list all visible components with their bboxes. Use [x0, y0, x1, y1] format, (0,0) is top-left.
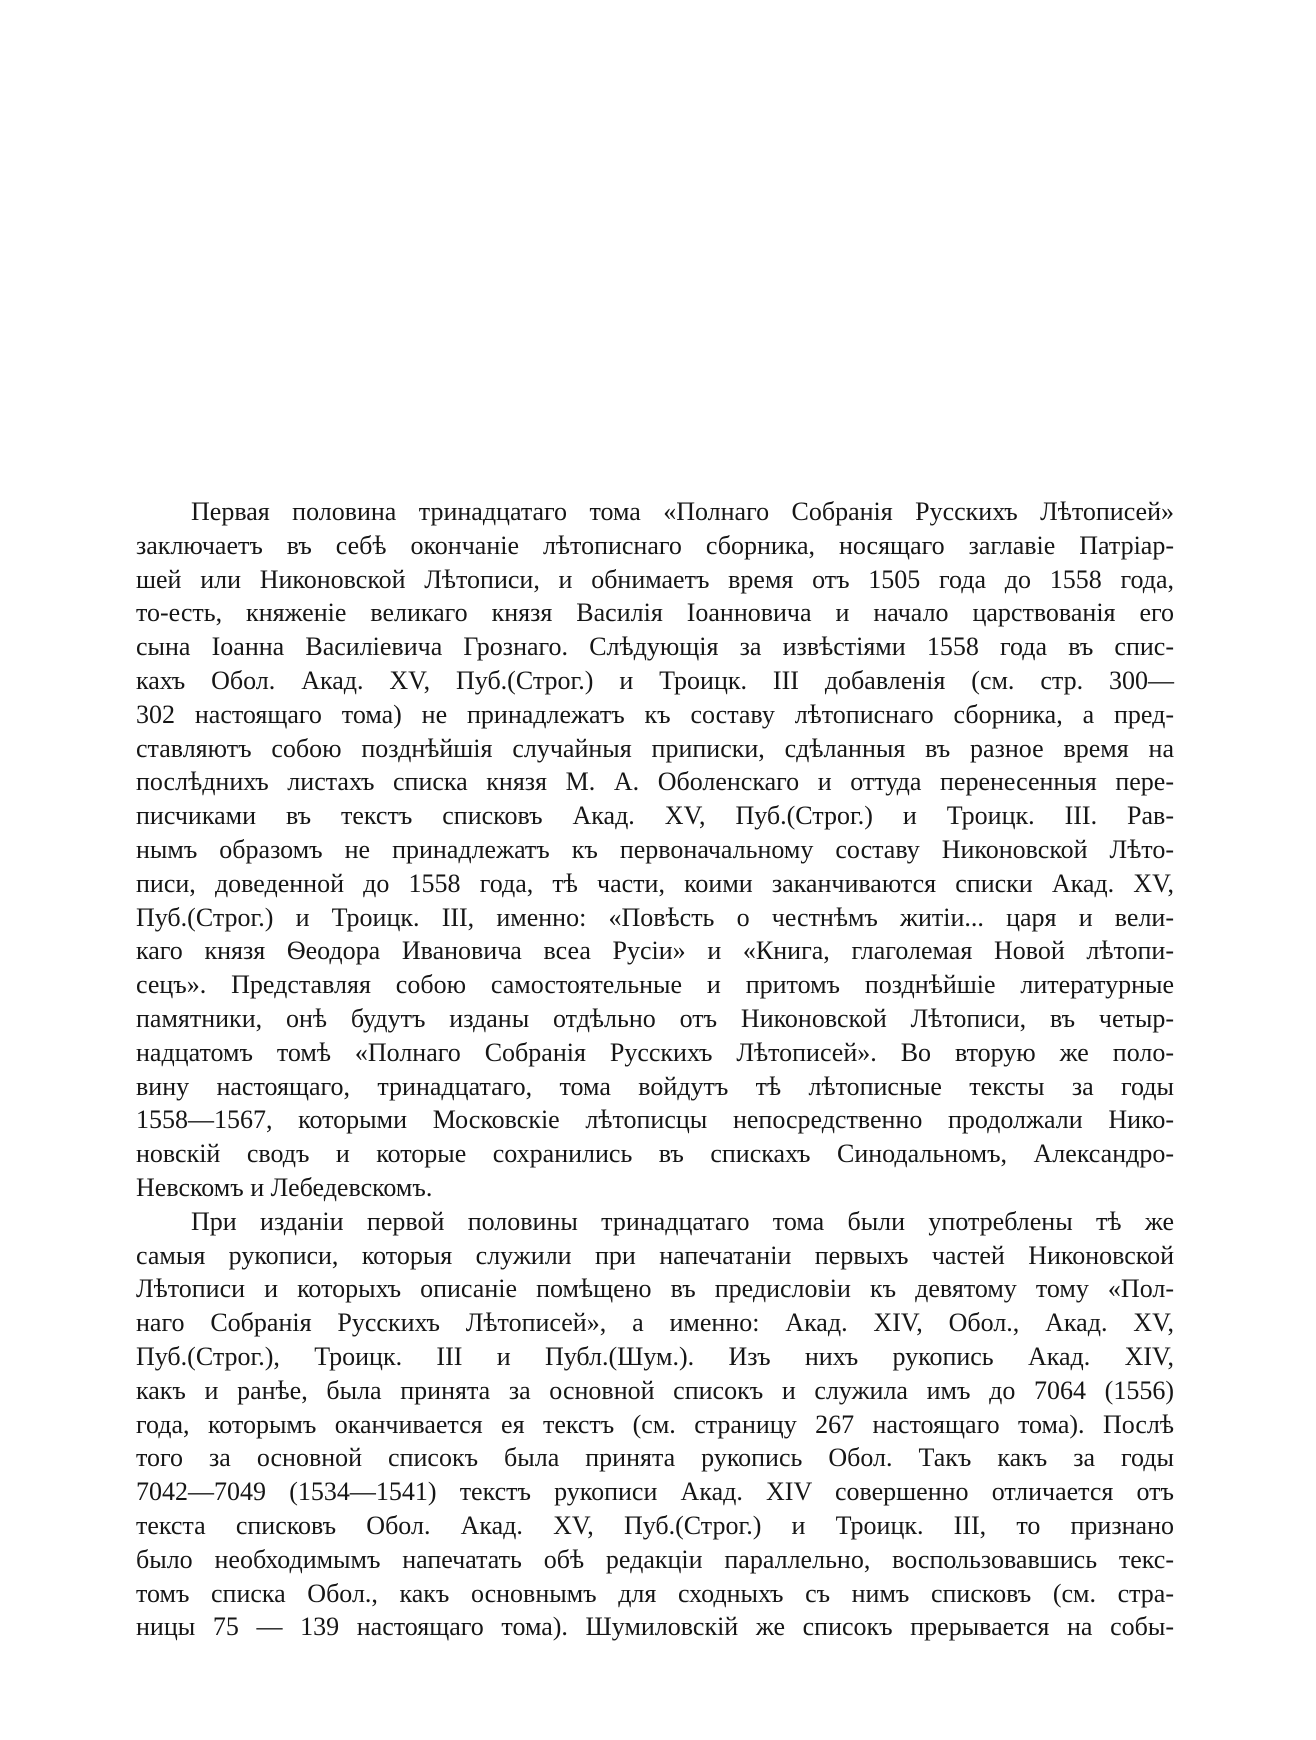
text-line: то-есть, княженіе великаго князя Василія Іоанновича и начало царствованія его	[136, 598, 1174, 628]
text-line: года, которымъ оканчивается ея текстъ (см. страницу 267 настоящаго тома). Послѣ	[136, 1409, 1174, 1439]
text-line: заключаетъ въ себѣ окончаніе лѣтописнаго сборника, носящаго заглавіе Патріар-	[136, 530, 1174, 560]
text-line: При изданіи первой половины тринадцатаго тома были употреблены тѣ же	[191, 1206, 1174, 1236]
text-line: шей или Никоновской Лѣтописи, и обнимаетъ время отъ 1505 года до 1558 года,	[136, 564, 1174, 594]
text-line: сына Іоанна Василіевича Грознаго. Слѣдующія за извѣстіями 1558 года въ спис-	[136, 632, 1174, 662]
text-line: 1558—1567, которыми Московскіе лѣтописцы непосредственно продолжали Нико-	[136, 1105, 1174, 1135]
text-line: писчиками въ текстъ списковъ Акад. XV, Пуб.(Строг.) и Троицк. III. Рав-	[136, 801, 1174, 831]
text-line: текста списковъ Обол. Акад. XV, Пуб.(Строг.) и Троицк. III, то признано	[136, 1510, 1174, 1540]
text-line: каго князя Ѳеодора Ивановича всеа Русіи» и «Книга, глаголемая Новой лѣтопи-	[136, 936, 1174, 966]
preface-text	[136, 495, 1174, 1644]
text-line: кахъ Обол. Акад. XV, Пуб.(Строг.) и Троицк. III добавленія (см. стр. 300—	[136, 665, 1174, 695]
text-line: наго Собранія Русскихъ Лѣтописей», а именно: Акад. XIV, Обол., Акад. XV,	[136, 1308, 1174, 1338]
text-line: нымъ образомъ не принадлежатъ къ первоначальному составу Никоновской Лѣто-	[136, 834, 1174, 864]
text-line: вину настоящаго, тринадцатаго, тома войдутъ тѣ лѣтописные тексты за годы	[136, 1071, 1174, 1101]
text-line: новскій сводъ и которые сохранились въ спискахъ Синодальномъ, Александро-	[136, 1139, 1174, 1169]
text-line: Пуб.(Строг.), Троицк. III и Публ.(Шум.). Изъ нихъ рукопись Акад. XIV,	[136, 1341, 1174, 1371]
text-line: Невскомъ и Лебедевскомъ.	[136, 1172, 433, 1202]
text-line: Пуб.(Строг.) и Троицк. III, именно: «Повѣсть о честнѣмъ житіи... царя и вели-	[136, 902, 1174, 932]
text-line: памятники, онѣ будутъ изданы отдѣльно отъ Никоновской Лѣтописи, въ четыр-	[136, 1003, 1174, 1033]
text-line: было необходимымъ напечатать обѣ редакціи параллельно, воспользовавшись текс-	[136, 1544, 1174, 1574]
text-line: послѣднихъ листахъ списка князя М. А. Оболенскаго и оттуда перенесенныя пере-	[136, 767, 1174, 797]
text-line: 7042—7049 (1534—1541) текстъ рукописи Акад. XIV совершенно отличается отъ	[136, 1477, 1174, 1507]
text-line: писи, доведенной до 1558 года, тѣ части, коими заканчиваются списки Акад. XV,	[136, 868, 1174, 898]
text-line: ницы 75 — 139 настоящаго тома). Шумиловскій же списокъ прерывается на собы-	[136, 1612, 1174, 1642]
text-line: того за основной списокъ была принята рукопись Обол. Такъ какъ за годы	[136, 1443, 1174, 1473]
text-line: надцатомъ томѣ «Полнаго Собранія Русскихъ Лѣтописей». Во вторую же поло-	[136, 1037, 1174, 1067]
text-line: самыя рукописи, которыя служили при напечатаніи первыхъ частей Никоновской	[136, 1240, 1174, 1270]
text-line: Лѣтописи и которыхъ описаніе помѣщено въ предисловіи къ девятому тому «Пол-	[136, 1274, 1174, 1304]
text-line: какъ и ранѣе, была принята за основной списокъ и служила имъ до 7064 (1556)	[136, 1375, 1174, 1405]
text-line: 302 настоящаго тома) не принадлежатъ къ составу лѣтописнаго сборника, а пред-	[136, 699, 1174, 729]
text-line: ставляютъ собою позднѣйшія случайныя приписки, сдѣланныя въ разное время на	[136, 733, 1174, 763]
text-line: сецъ». Представляя собою самостоятельные и притомъ позднѣйшіе литературные	[136, 970, 1174, 1000]
text-line: Первая половина тринадцатаго тома «Полнаго Собранія Русскихъ Лѣтописей»	[191, 497, 1174, 526]
text-line: томъ списка Обол., какъ основнымъ для сходныхъ съ нимъ списковъ (см. стра-	[136, 1578, 1174, 1608]
